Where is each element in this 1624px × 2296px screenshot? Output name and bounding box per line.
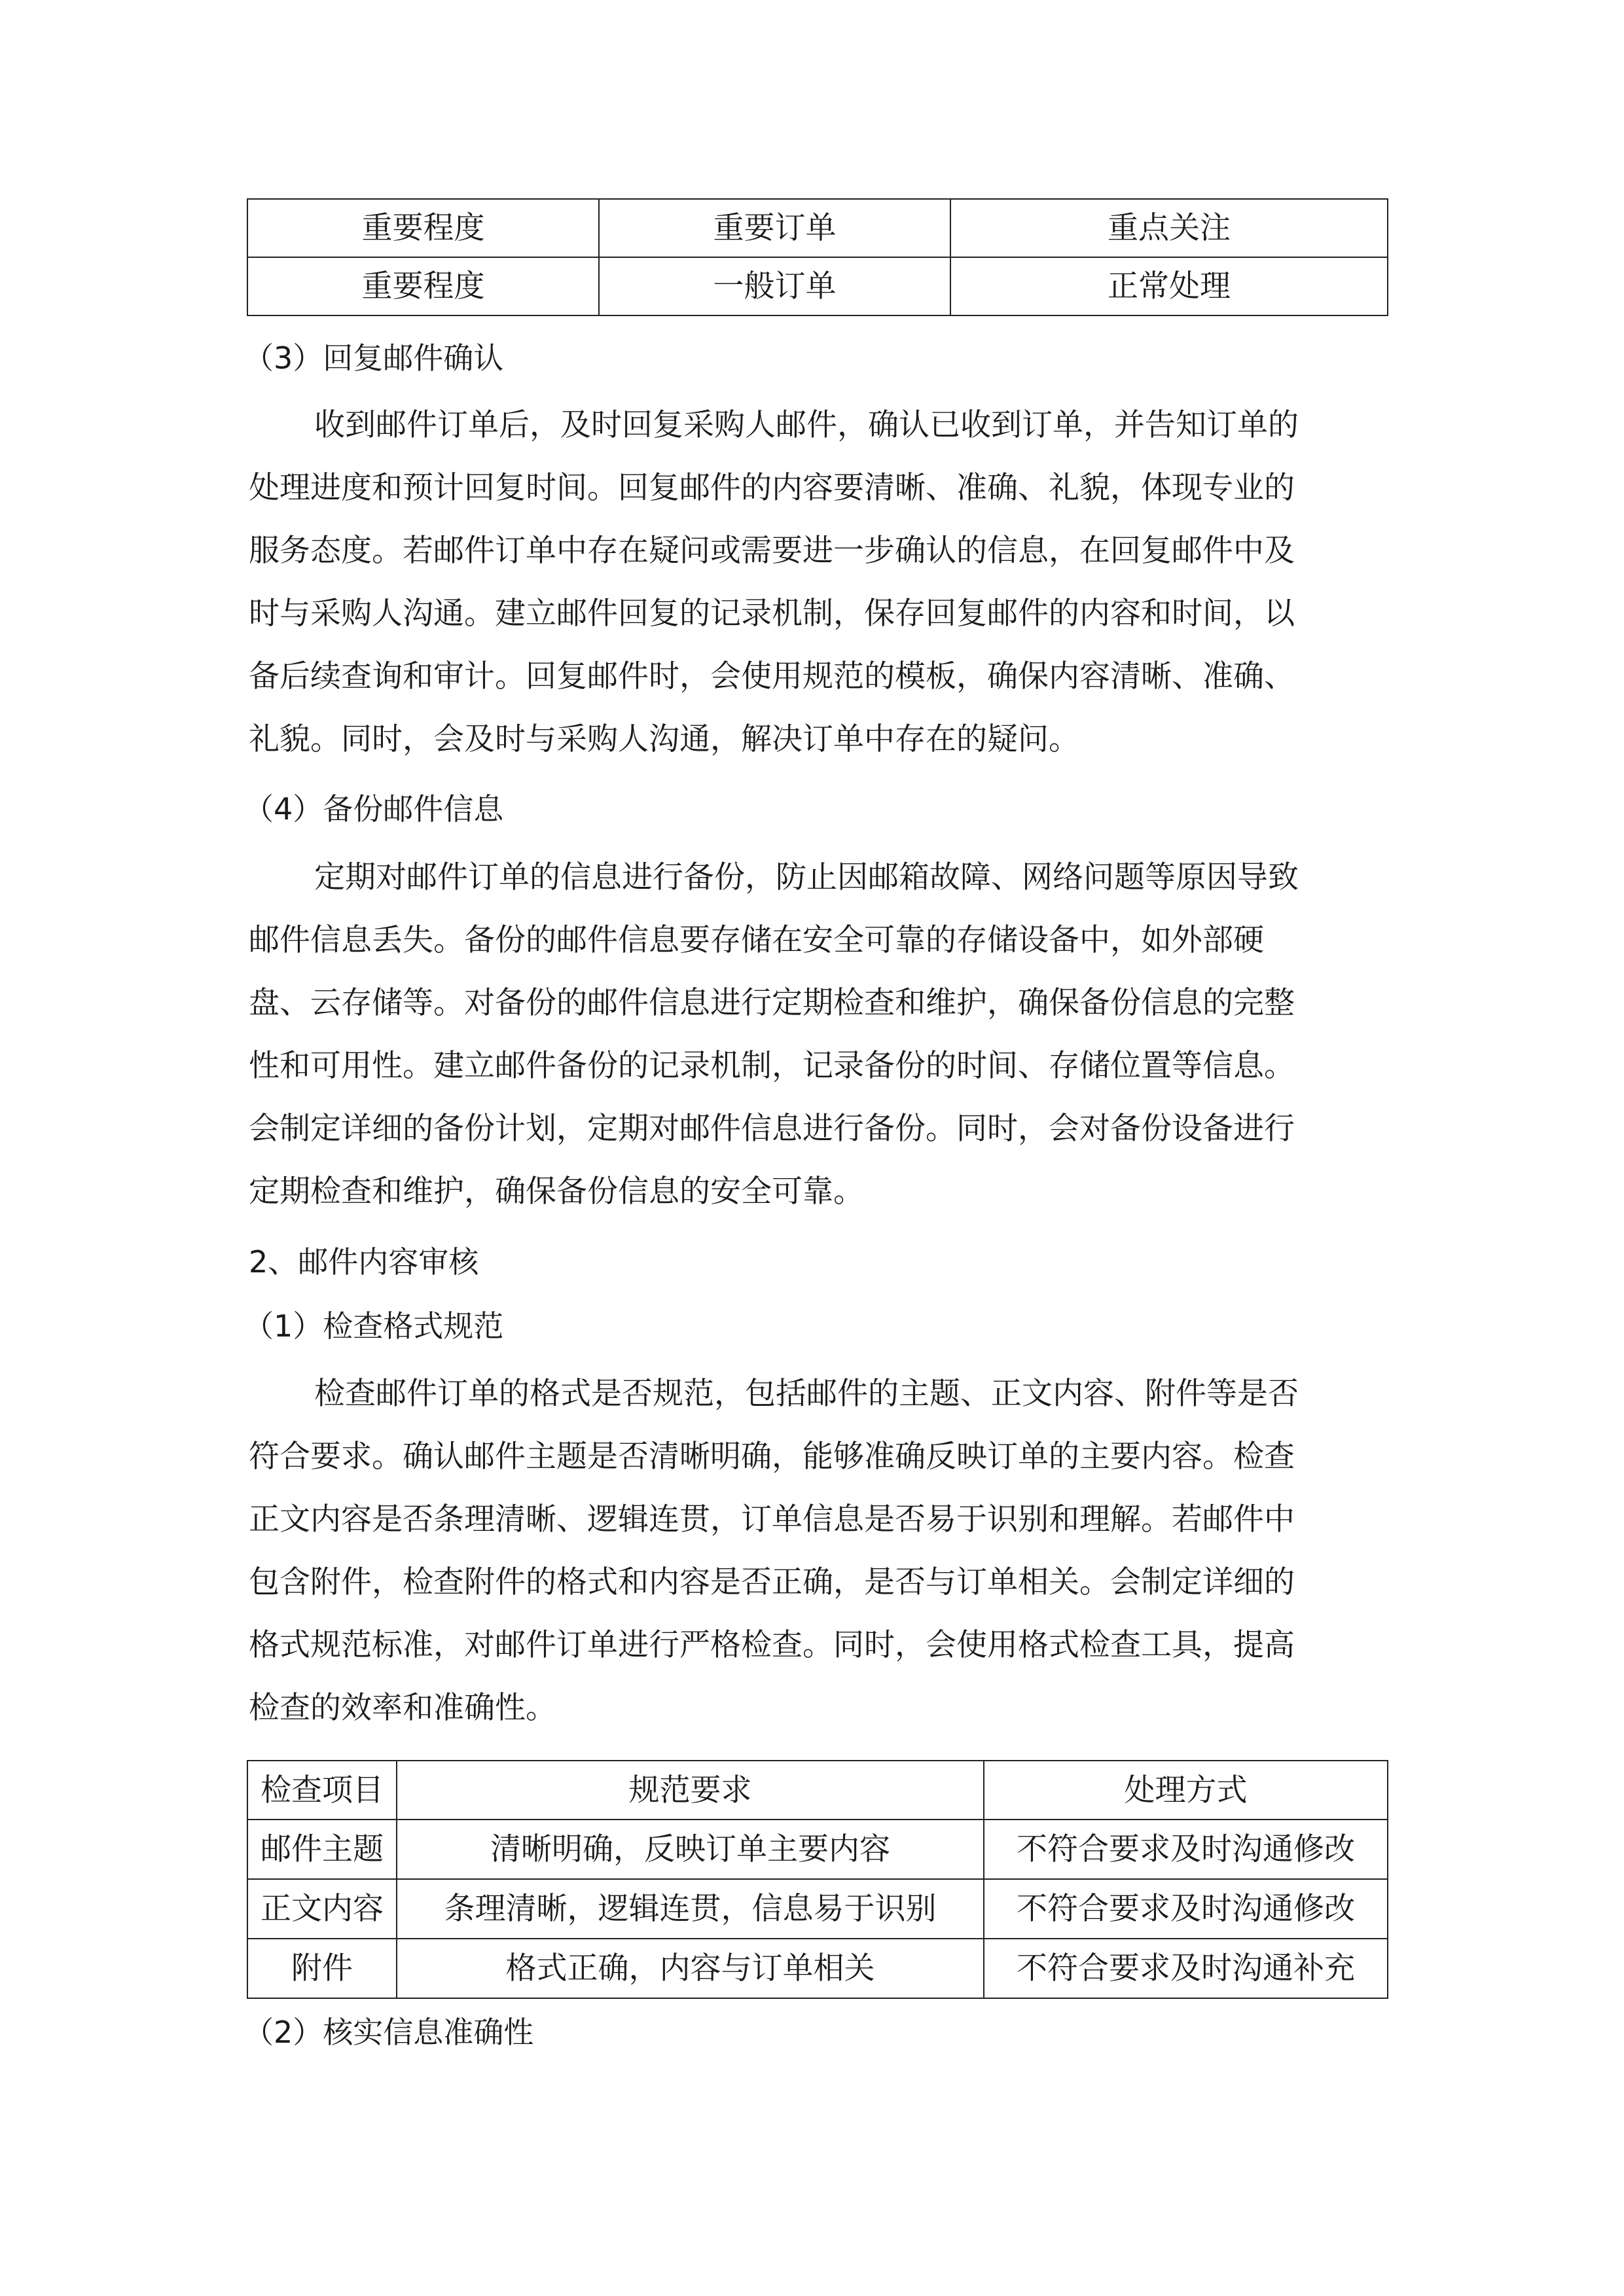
table-cell: 条理清晰，逻辑连贯，信息易于识别	[397, 1879, 984, 1939]
table-cell: 一般订单	[599, 257, 950, 315]
paragraph-line: 检查的效率和准确性。	[249, 1690, 556, 1726]
table-row	[247, 1939, 1388, 1998]
table-cell: 附件	[247, 1939, 397, 1998]
paragraph-line: 定期对邮件订单的信息进行备份，防止因邮箱故障、网络问题等原因导致	[314, 859, 1299, 895]
paragraph-line: 性和可用性。建立邮件备份的记录机制，记录备份的时间、存储位置等信息。	[249, 1048, 1295, 1084]
table-cell: 不符合要求及时沟通修改	[984, 1820, 1388, 1879]
paragraph	[249, 394, 1378, 771]
table-header-cell: 检查项目	[247, 1761, 397, 1820]
paragraph	[249, 1363, 1378, 1740]
table-cell: 不符合要求及时沟通修改	[984, 1879, 1388, 1939]
table-cell: 正常处理	[950, 257, 1388, 315]
table-header-cell: 规范要求	[397, 1761, 984, 1820]
paragraph-line: 礼貌。同时，会及时与采购人沟通，解决订单中存在的疑问。	[249, 721, 1079, 757]
paragraph-line: 定期检查和维护，确保备份信息的安全可靠。	[249, 1174, 864, 1210]
table-cell: 不符合要求及时沟通补充	[984, 1939, 1388, 1998]
table-cell: 重要订单	[599, 199, 950, 257]
table-header-row	[247, 1761, 1388, 1820]
importance-table	[247, 198, 1388, 316]
paragraph-line: 邮件信息丢失。备份的邮件信息要存储在安全可靠的存储设备中，如外部硬	[249, 922, 1264, 958]
paragraph-line: 格式规范标准，对邮件订单进行严格检查。同时，会使用格式检查工具，提高	[249, 1627, 1295, 1663]
table-cell: 邮件主题	[247, 1820, 397, 1879]
paragraph-line: 备后续查询和审计。回复邮件时，会使用规范的模板，确保内容清晰、准确、	[249, 658, 1295, 694]
paragraph-line: 服务态度。若邮件订单中存在疑问或需要进一步确认的信息，在回复邮件中及	[249, 533, 1295, 569]
section-heading: （3）回复邮件确认	[244, 340, 504, 376]
table-cell: 正文内容	[247, 1879, 397, 1939]
paragraph-line: 处理进度和预计回复时间。回复邮件的内容要清晰、准确、礼貌，体现专业的	[249, 470, 1295, 506]
table-row	[247, 257, 1388, 315]
paragraph-line: 检查邮件订单的格式是否规范，包括邮件的主题、正文内容、附件等是否	[314, 1376, 1299, 1412]
format-check-table	[247, 1760, 1388, 1999]
table-row	[247, 199, 1388, 257]
paragraph-line: 时与采购人沟通。建立邮件回复的记录机制，保存回复邮件的内容和时间，以	[249, 596, 1295, 632]
table-cell: 格式正确，内容与订单相关	[397, 1939, 984, 1998]
paragraph-line: 会制定详细的备份计划，定期对邮件信息进行备份。同时，会对备份设备进行	[249, 1111, 1295, 1147]
table-cell: 重要程度	[247, 257, 599, 315]
section-heading: 2、邮件内容审核	[249, 1244, 479, 1280]
paragraph-line: 正文内容是否条理清晰、逻辑连贯，订单信息是否易于识别和理解。若邮件中	[249, 1501, 1295, 1537]
section-heading: （1）检查格式规范	[244, 1308, 504, 1344]
table-row	[247, 1879, 1388, 1939]
paragraph-line: 包含附件，检查附件的格式和内容是否正确，是否与订单相关。会制定详细的	[249, 1564, 1295, 1600]
table-row	[247, 1820, 1388, 1879]
paragraph	[249, 846, 1378, 1223]
table-header-cell: 处理方式	[984, 1761, 1388, 1820]
section-heading: （2）核实信息准确性	[244, 2015, 534, 2050]
paragraph-line: 盘、云存储等。对备份的邮件信息进行定期检查和维护，确保备份信息的完整	[249, 985, 1295, 1021]
table-cell: 重要程度	[247, 199, 599, 257]
section-heading: （4）备份邮件信息	[244, 791, 504, 827]
table-cell: 重点关注	[950, 199, 1388, 257]
paragraph-line: 收到邮件订单后，及时回复采购人邮件，确认已收到订单，并告知订单的	[314, 407, 1299, 443]
paragraph-line: 符合要求。确认邮件主题是否清晰明确，能够准确反映订单的主要内容。检查	[249, 1439, 1295, 1475]
table-cell: 清晰明确，反映订单主要内容	[397, 1820, 984, 1879]
